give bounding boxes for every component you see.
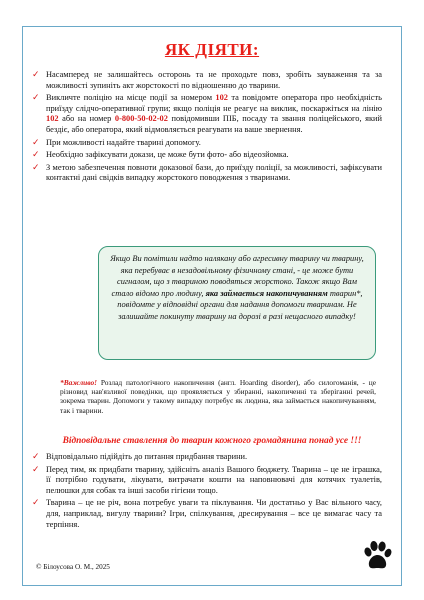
action-list xyxy=(32,70,382,186)
list-item: ✓ При можливості надайте тварині допомогу. xyxy=(32,137,201,148)
check-icon: ✓ xyxy=(32,150,40,161)
copyright: © Білоусова О. М., 2025 xyxy=(36,563,110,571)
check-icon: ✓ xyxy=(32,162,40,173)
check-icon: ✓ xyxy=(32,452,40,462)
list-item: ✓ Перед тим, як придбати тварину, здійсніть аналіз Вашого бюджету. Тварина – це не іграшка, її потрібно годувати, лікувати, витрачати кошти на наповнювачі для котячих туалетів, пелюшки для собак та інші засоби гігієни тощо. xyxy=(32,464,382,495)
page-title: ЯК ДІЯТИ: xyxy=(164,40,260,59)
check-icon: ✓ xyxy=(32,137,40,148)
check-icon: ✓ xyxy=(32,93,40,104)
warning-box: Якщо Ви помітили надто налякану або агресивну тварину чи тварину, яка перебуває в незадовільному фізичному стані, - це може бути сигналом, що з твариною поводяться жорстоко. Також якщо Вам стало відомо про людину, яка займається накопичуванням тварин*, повідомте у відповідні органи для надання допомоги тваринам. Не залишайте покинуту тварину на дорозі в разі нещасного випадку! xyxy=(98,246,376,360)
list-item: ✓ З метою забезпечення повноти доказової бази, до приїзду поліції, за можливості, зафіксувати контактні дані свідків випадку жорстокого поводження з тваринами. xyxy=(32,162,382,183)
check-icon: ✓ xyxy=(32,498,40,509)
important-note: *Важливо! Розлад патологічного накопичення (англ. Hoarding disorder), або силогоманія, - це різновид нав'язливої поведінки, що проявляється у збиранні, накопиченні та зберіганні речей, зокрема тварин. Допомоги у такому випадку потребує як людина, яка займається накопичуванням, так і тварини. xyxy=(60,378,376,415)
responsibility-list xyxy=(32,452,382,532)
list-item-police: ✓ Викличте поліцію на місце події за номером 102 та повідомте оператора про необхідність приїзду слідчо-оперативної групи; якщо поліція не реагує на виклик, поскаржіться на лінію 102 або на номер 0-800-50-02-02 повідомивши ПІБ, посаду та звання поліцейського, який бездіє, або оператора, який відмовляється реагувати на ваше звернення. xyxy=(32,93,382,134)
slogan: Відповідальне ставлення до тварин кожного громадянина понад усе !!! xyxy=(62,436,362,446)
check-icon: ✓ xyxy=(32,464,40,475)
list-item: ✓ Насамперед не залишайтесь осторонь та не проходьте повз, зробіть зауваження та за можливості зупиніть акт жорстокості по відношенню до тварини. xyxy=(32,70,382,90)
check-icon: ✓ xyxy=(32,70,40,80)
list-item: ✓ Тварина – це не річ, вона потребує уваги та піклування. Чи достатньо у Вас вільного часу, для, наприклад, вигулу тварини? Ігри, спілкування, дресирування – все це вимагає часу та терпіння. xyxy=(32,498,382,529)
paw-print-icon xyxy=(362,540,392,572)
list-item: ✓ Необхідно зафіксувати докази, це може бути фото- або відеозйомка. xyxy=(32,150,289,161)
list-item: ✓ Відповідально підійдіть до питання придбання тварини. xyxy=(32,452,248,462)
